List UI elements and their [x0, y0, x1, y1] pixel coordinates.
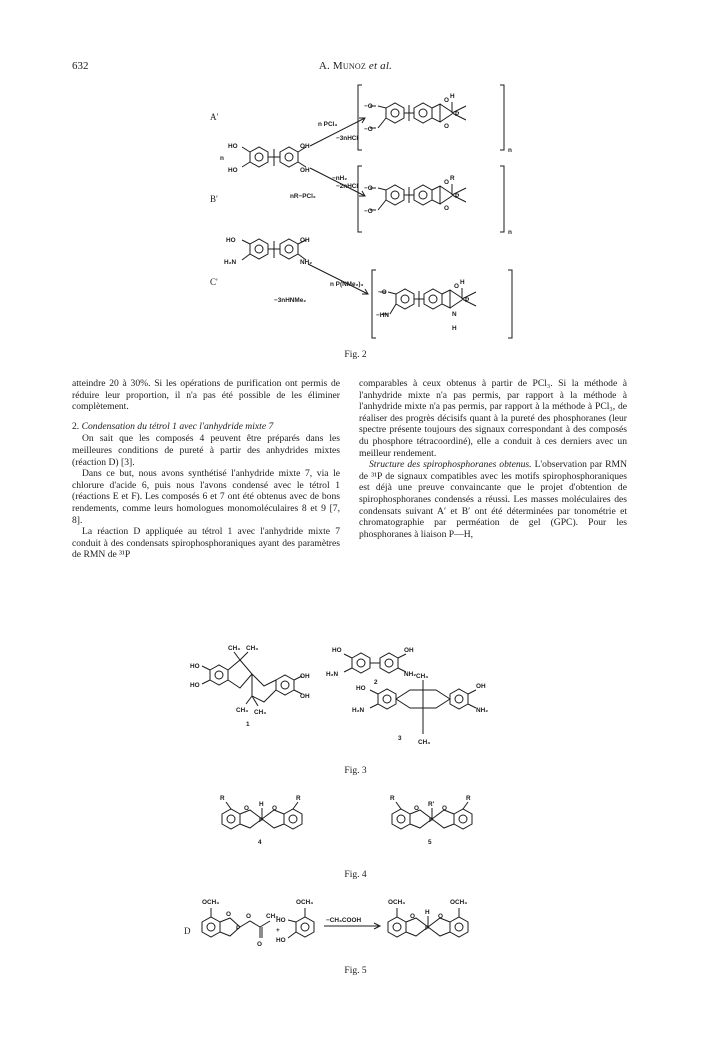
- fig5-ch3-a: CH₃: [266, 913, 279, 920]
- fig3-nh2-3: NH₂: [476, 707, 489, 714]
- fig5-p-b: P: [425, 925, 430, 932]
- compound-number-3: 3: [398, 735, 402, 742]
- scheme-label-c-prime: C′: [210, 277, 218, 287]
- fig2-reagent-pcl3: n PCl₃: [318, 121, 338, 128]
- fig2-c-nh2: NH₂: [300, 259, 313, 266]
- fig5-ho-b: HO: [276, 937, 286, 944]
- section-heading-2: [72, 421, 340, 433]
- fig5-o-a: O: [226, 911, 231, 918]
- fig2-b-n: n: [508, 229, 512, 236]
- fig4-r-4b: R: [296, 795, 301, 802]
- fig3-ch3-3a: CH₃: [416, 673, 429, 680]
- figure-3-caption: Fig. 3: [344, 766, 367, 776]
- fig5-o-c: O: [257, 941, 262, 948]
- fig2-byproduct-hcl: −3nHCl: [336, 135, 359, 142]
- fig5-p-a: P: [236, 925, 241, 932]
- fig3-nh2-2: NH₂: [404, 671, 417, 678]
- running-head-etal: et al.: [368, 60, 393, 72]
- compound-number-4: 4: [258, 839, 262, 846]
- compound-number-1: 1: [246, 721, 250, 728]
- figure-2: [190, 80, 530, 350]
- scheme-label-a-prime: A′: [210, 112, 219, 122]
- fig4-r-4a: R: [220, 795, 225, 802]
- structure-subheading: Structure des spirophosphoranes obtenus.: [369, 459, 532, 471]
- fig5-o-d: O: [410, 913, 415, 920]
- fig3-h2n-3: H₂N: [352, 707, 365, 714]
- fig2-byproduct-h2: −nH₂: [332, 175, 348, 182]
- section-number: 2.: [72, 420, 80, 432]
- fig4-o-5b: O: [442, 805, 447, 812]
- fig2-a-o3: O: [444, 97, 449, 104]
- fig5-ho-a: HO: [276, 917, 286, 924]
- fig2-b-o3: O: [444, 179, 449, 186]
- fig2-c-ho: HO: [226, 237, 236, 244]
- fig3-ho-2: HO: [332, 647, 342, 654]
- fig2-c-o1: −O: [378, 289, 387, 296]
- fig5-och3-b: OCH₃: [296, 899, 314, 906]
- fig4-rprime-5: R′: [428, 801, 435, 808]
- fig2-b-p: P: [455, 193, 460, 200]
- fig2-c-h1: H: [460, 279, 465, 286]
- fig5-och3-a: OCH₃: [202, 899, 220, 906]
- fig2-c-hn: −HN: [376, 312, 389, 319]
- left-paragraph-4: La réaction D appliquée au tétrol 1 avec l'anhydride mixte 7 conduit à des condensats spirophosphoraniques ayant des paramètres de RMN de ³¹P: [72, 526, 340, 561]
- fig2-byproduct-hnme2: −3nHNMe₂: [274, 297, 307, 304]
- fig3-ch3-b: CH₃: [246, 645, 259, 652]
- right-paragraph-2: [359, 459, 627, 540]
- fig2-c-h2: H: [452, 325, 457, 332]
- figure-4: [210, 784, 510, 856]
- fig4-o-4b: O: [272, 805, 277, 812]
- compound-number-5: 5: [428, 839, 432, 846]
- reaction-label-d: D: [184, 926, 191, 936]
- fig4-p-4: P: [259, 817, 264, 824]
- fig2-a-o2: −O: [364, 126, 373, 133]
- fig2-c-o2: O: [454, 283, 459, 290]
- fig3-ch3-c: CH₃: [236, 707, 249, 714]
- running-head: [0, 60, 711, 72]
- fig3-oh-1a: OH: [300, 673, 310, 680]
- fig2-b-o1: −O: [364, 185, 373, 192]
- fig5-plus: +: [276, 927, 280, 934]
- fig5-och3-d: OCH₃: [450, 899, 468, 906]
- fig3-oh-2: OH: [404, 647, 414, 654]
- right-paragraph-2-text: L'observation par RMN de ³¹P de signaux compatibles avec les motifs spirophosphoraniques est déjà une preuve convaincante que le projet d'obtention de spirophosphoranes condensés a réussi. Les masses moléculaires des condensats suivant A′ et B′ ont été déterminées par tonométrie et chromatographie par perméation de gel (GPC). Pour les phosphoranes à liaison P—H,: [359, 459, 627, 540]
- fig2-a-n: n: [508, 147, 512, 154]
- right-column: [359, 378, 627, 540]
- fig2-a-p: P: [455, 111, 460, 118]
- scheme-label-b-prime: B′: [210, 194, 218, 204]
- fig4-h-4: H: [259, 801, 264, 808]
- figure-3: [190, 640, 530, 760]
- fig5-byproduct-acetic: −CH₃COOH: [326, 917, 362, 924]
- fig3-ch3-d: CH₃: [254, 709, 267, 716]
- fig3-ho-1b: HO: [190, 682, 200, 689]
- fig2-b-r: R: [450, 175, 455, 182]
- fig2-c-h2n: H₂N: [224, 259, 237, 266]
- fig3-ch3-3b: CH₃: [418, 739, 431, 746]
- left-paragraph-1: atteindre 20 à 30%. Si les opérations de purification ont permis de réduire leur proportion, il n'a pas été possible de les éliminer complètement.: [72, 378, 340, 413]
- fig3-oh-1b: OH: [300, 693, 310, 700]
- fig2-b-o4: O: [444, 205, 449, 212]
- fig5-och3-c: OCH₃: [388, 899, 406, 906]
- fig2-byproduct-2hcl: −2nHCl: [336, 183, 359, 190]
- figure-5-caption: Fig. 5: [344, 966, 367, 976]
- fig4-o-5a: O: [414, 805, 419, 812]
- fig4-r-5b: R: [466, 795, 471, 802]
- fig4-o-4a: O: [244, 805, 249, 812]
- fig2-ho-top: HO: [228, 143, 238, 150]
- fig2-c-n: N: [452, 311, 457, 318]
- page-number: 632: [72, 60, 89, 72]
- fig2-reagent-rpcl2: nR−PCl₂: [290, 193, 316, 200]
- fig2-oh-bottom: OH: [300, 167, 310, 174]
- fig5-o-e: O: [438, 913, 443, 920]
- compound-number-2: 2: [374, 679, 378, 686]
- fig2-reagent-pnme2: n P(NMe₂)₃: [330, 281, 364, 288]
- fig3-oh-3: OH: [476, 683, 486, 690]
- right-paragraph-1: comparables à ceux obtenus à partir de PCl₃. Si la méthode à l'anhydride mixte n'a pas permis, par rapport à la méthode à l'anhydride mixte n'a pas permis, par rapport à la méthode à PCl₃, de réaliser des progrès décisifs quant à la pureté des phosphoranes (leur spectre présente toujours des signaux correspondant à des composés du phosphore tétracoordiné), elle a conduit à ces derniers avec un meilleur rendement.: [359, 378, 627, 459]
- figure-5: [184, 894, 530, 962]
- fig2-ho-bottom: HO: [228, 167, 238, 174]
- fig5-h: H: [425, 909, 430, 916]
- fig2-b-o2: −O: [364, 208, 373, 215]
- running-head-author: A. Munoz: [318, 60, 366, 72]
- fig2-a-o1: −O: [364, 103, 373, 110]
- fig5-o-b: O: [246, 913, 251, 920]
- left-column: [72, 378, 340, 561]
- figure-4-caption: Fig. 4: [344, 870, 367, 880]
- fig2-c-p: P: [465, 297, 470, 304]
- fig2-a-h: H: [450, 93, 455, 100]
- fig4-r-5a: R: [390, 795, 395, 802]
- fig3-ch3-a: CH₃: [228, 645, 241, 652]
- figure-2-caption: Fig. 2: [344, 350, 367, 360]
- fig4-p-5: P: [429, 817, 434, 824]
- left-paragraph-2: On sait que les composés 4 peuvent être préparés dans les meilleures conditions de pureté à partir des anhydrides mixtes (réaction D) [3].: [72, 433, 340, 468]
- fig2-n-left: n: [220, 155, 224, 162]
- fig3-ho-1a: HO: [190, 663, 200, 670]
- left-paragraph-3: Dans ce but, nous avons synthétisé l'anhydride mixte 7, via le chlorure d'acide 6, puis nous l'avons condensé avec le tétrol 1 (réactions E et F). Les composés 6 et 7 ont été obtenus avec de bons rendements, comme leurs homologues monomoléculaires 8 et 9 [7, 8].: [72, 468, 340, 526]
- fig2-a-o4: O: [444, 123, 449, 130]
- section-title: Condensation du tétrol 1 avec l'anhydride mixte 7: [81, 420, 274, 432]
- fig3-ho-3: HO: [356, 685, 366, 692]
- fig2-c-oh: OH: [300, 237, 310, 244]
- fig2-oh-top: OH: [300, 143, 310, 150]
- fig3-h2n-2: H₂N: [326, 671, 339, 678]
